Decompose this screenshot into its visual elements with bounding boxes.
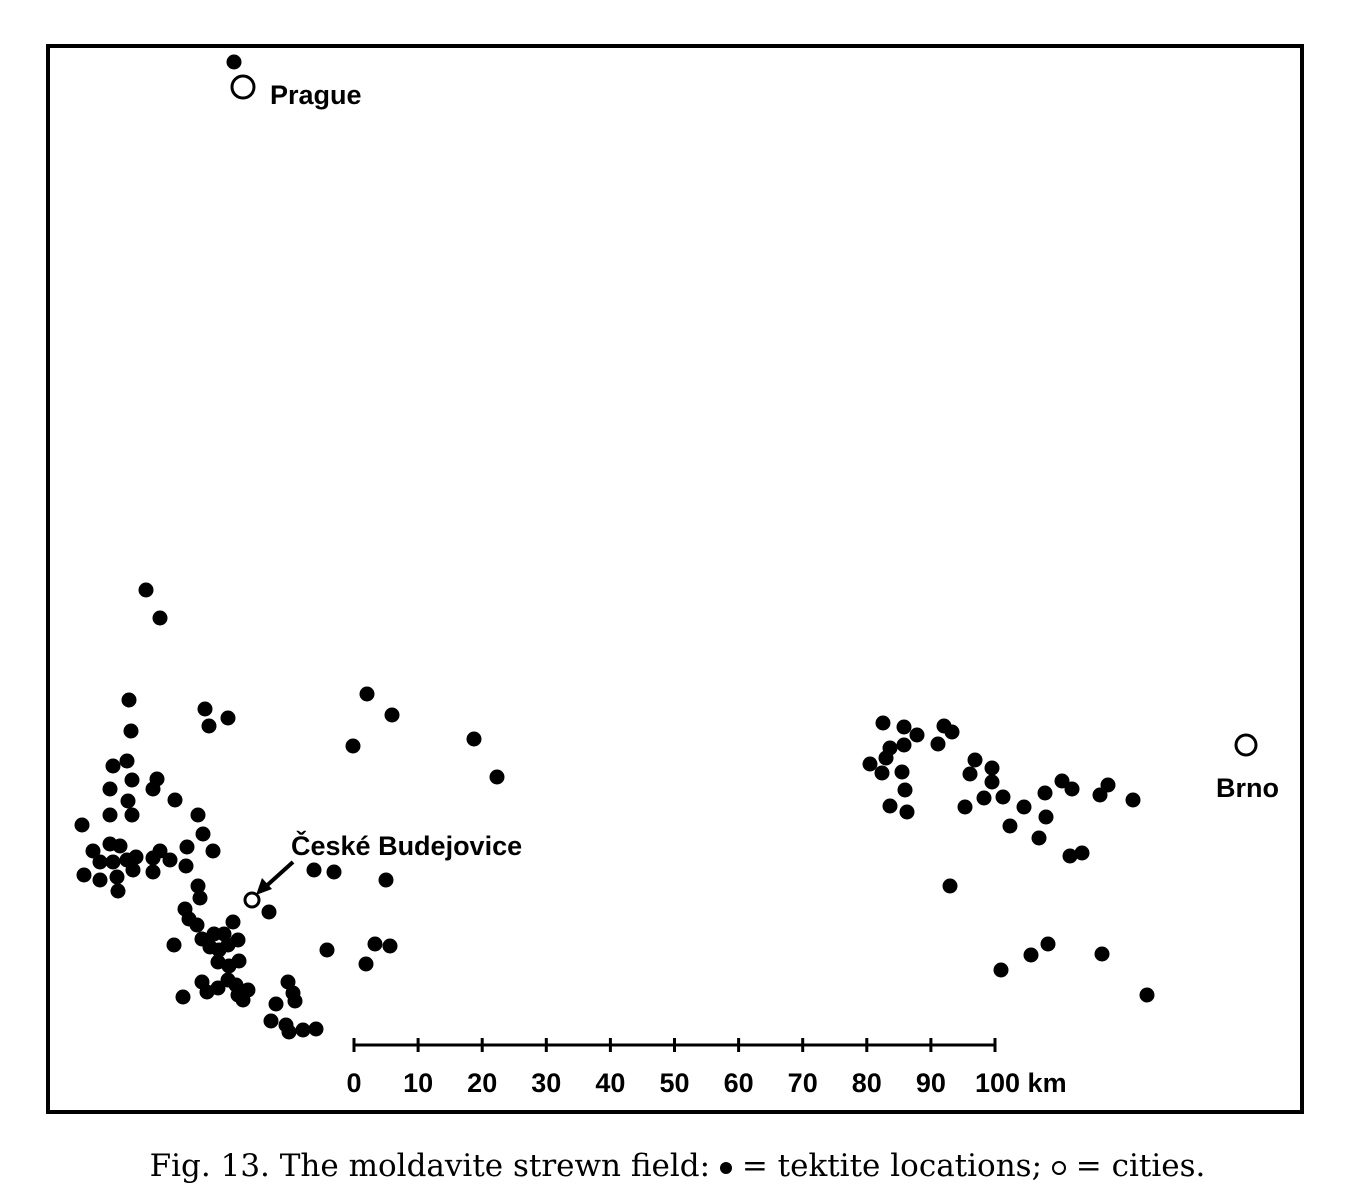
scale-tick-label: 50 <box>659 1068 690 1098</box>
tektite-dot <box>385 708 400 723</box>
tektite-dot <box>985 775 1000 790</box>
tektite-dot <box>93 855 108 870</box>
tektite-dot <box>146 865 161 880</box>
tektite-dot <box>1024 948 1039 963</box>
tektite-dot <box>103 782 118 797</box>
tektite-locations <box>75 55 1155 1040</box>
tektite-dot-icon <box>720 1162 732 1174</box>
tektite-dot <box>1093 788 1108 803</box>
tektite-dot <box>875 766 890 781</box>
tektite-dot <box>191 808 206 823</box>
city-label-prague: Prague <box>270 80 362 110</box>
tektite-dot <box>1017 800 1032 815</box>
tektite-dot <box>288 994 303 1009</box>
tektite-dot <box>227 55 242 70</box>
tektite-dot <box>359 957 374 972</box>
scale-tick-label: 70 <box>787 1068 818 1098</box>
tektite-dot <box>125 773 140 788</box>
tektite-dot <box>196 827 211 842</box>
tektite-dot <box>943 879 958 894</box>
scale-tick-label: 60 <box>723 1068 754 1098</box>
tektite-dot <box>895 765 910 780</box>
tektite-dot <box>863 757 878 772</box>
scale-tick-label: 10 <box>403 1068 434 1098</box>
figure-caption <box>0 1148 1355 1184</box>
tektite-dot <box>996 790 1011 805</box>
tektite-dot <box>1075 846 1090 861</box>
tektite-dot <box>75 818 90 833</box>
tektite-dot <box>1003 819 1018 834</box>
tektite-dot <box>1038 786 1053 801</box>
caption-circle-legend: = cities. <box>1075 1148 1206 1184</box>
tektite-dot <box>897 720 912 735</box>
tektite-dot <box>153 611 168 626</box>
tektite-dot <box>994 963 1009 978</box>
tektite-dot <box>93 873 108 888</box>
tektite-dot <box>77 868 92 883</box>
tektite-dot <box>167 938 182 953</box>
tektite-dot <box>262 905 277 920</box>
tektite-dot <box>346 739 361 754</box>
tektite-dot <box>320 943 335 958</box>
tektite-dot <box>910 728 925 743</box>
tektite-dot <box>176 990 191 1005</box>
tektite-dot <box>309 1022 324 1037</box>
tektite-dot <box>146 851 161 866</box>
tektite-dot <box>122 693 137 708</box>
tektite-dot <box>126 863 141 878</box>
city-label-ceske-budejovice: České Budejovice <box>291 831 523 861</box>
tektite-dot <box>168 793 183 808</box>
tektite-dot <box>232 954 247 969</box>
tektite-dot <box>958 800 973 815</box>
tektite-dot <box>111 884 126 899</box>
tektite-dot <box>897 738 912 753</box>
tektite-dot <box>103 808 118 823</box>
tektite-dot <box>963 767 978 782</box>
tektite-dot <box>125 808 140 823</box>
tektite-dot <box>360 687 375 702</box>
tektite-dot <box>879 751 894 766</box>
tektite-dot <box>985 761 1000 776</box>
scale-tick-label: 20 <box>467 1068 498 1098</box>
tektite-dot <box>977 791 992 806</box>
tektite-dot <box>968 753 983 768</box>
tektite-dot <box>1140 988 1155 1003</box>
tektite-dot <box>236 993 251 1008</box>
tektite-dot <box>206 844 221 859</box>
city-marker-prague <box>232 76 254 98</box>
tektite-dot <box>124 724 139 739</box>
caption-prefix: Fig. 13. The moldavite strewn field: <box>149 1148 711 1184</box>
tektite-dot <box>383 939 398 954</box>
tektite-dot <box>110 870 125 885</box>
tektite-dot <box>231 933 246 948</box>
tektite-dot <box>180 840 195 855</box>
tektite-dot <box>121 794 136 809</box>
tektite-dot <box>198 702 213 717</box>
city-circle-icon <box>1052 1161 1066 1175</box>
tektite-dot <box>379 873 394 888</box>
tektite-dot <box>883 799 898 814</box>
tektite-dot <box>190 918 205 933</box>
tektite-dot <box>1065 782 1080 797</box>
tektite-dot <box>146 782 161 797</box>
tektite-dot <box>1039 810 1054 825</box>
tektite-dot <box>1095 947 1110 962</box>
scale-tick-label: 30 <box>531 1068 562 1098</box>
scale-tick-label: 100 km <box>975 1068 1067 1098</box>
tektite-dot <box>200 985 215 1000</box>
tektite-dot <box>1032 831 1047 846</box>
tektite-dot <box>282 1025 297 1040</box>
tektite-dot <box>106 855 121 870</box>
tektite-dot <box>120 754 135 769</box>
tektite-dot <box>139 583 154 598</box>
city-marker-brno <box>1236 735 1256 755</box>
tektite-dot <box>900 805 915 820</box>
tektite-dot <box>327 865 342 880</box>
tektite-dot <box>931 737 946 752</box>
tektite-dot <box>1126 793 1141 808</box>
scale-tick-label: 0 <box>346 1068 362 1098</box>
scale-tick-label: 40 <box>595 1068 626 1098</box>
tektite-dot <box>193 891 208 906</box>
tektite-dot <box>106 759 121 774</box>
tektite-dot <box>898 783 913 798</box>
tektite-dot <box>221 711 236 726</box>
caption-dot-legend: = tektite locations; <box>741 1148 1043 1184</box>
city-marker-ceske-budejovice <box>245 893 259 907</box>
tektite-dot <box>1041 937 1056 952</box>
tektite-dot <box>269 997 284 1012</box>
tektite-dot <box>163 853 178 868</box>
tektite-dot <box>296 1023 311 1038</box>
scale-bar <box>346 1038 1066 1098</box>
tektite-dot <box>307 863 322 878</box>
tektite-dot <box>467 732 482 747</box>
tektite-dot <box>264 1014 279 1029</box>
scale-tick-label: 90 <box>915 1068 946 1098</box>
scale-ticks <box>346 1038 1066 1098</box>
tektite-dot <box>490 770 505 785</box>
tektite-dot <box>876 716 891 731</box>
tektite-dot <box>945 725 960 740</box>
tektite-dot <box>113 839 128 854</box>
tektite-dot <box>226 915 241 930</box>
tektite-dot <box>202 719 217 734</box>
scale-tick-label: 80 <box>851 1068 882 1098</box>
tektite-dot <box>368 937 383 952</box>
city-label-brno: Brno <box>1216 773 1279 803</box>
tektite-dot <box>179 859 194 874</box>
